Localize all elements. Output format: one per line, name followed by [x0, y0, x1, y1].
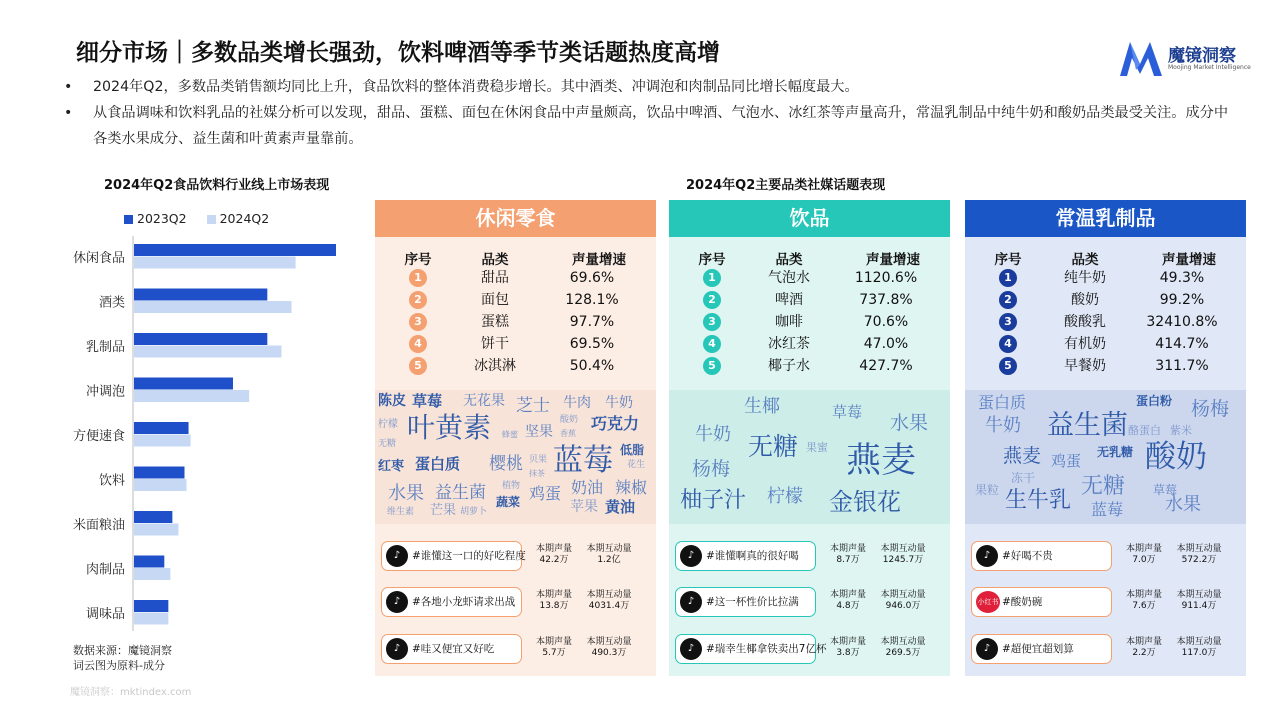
- bar-2024Q2: [134, 390, 249, 402]
- stat-label: 本期声量: [1125, 590, 1162, 600]
- table-row: [669, 334, 950, 356]
- cloud-word: 水果: [388, 483, 424, 504]
- legend-item-2024: [207, 211, 270, 226]
- category-label: 乳制品: [85, 340, 125, 355]
- cloud-word: 抹茶: [529, 469, 545, 478]
- cloud-word: 益生菌: [435, 483, 486, 503]
- logo-m-icon: [1118, 38, 1164, 78]
- table-header: 声量增速: [1162, 252, 1216, 268]
- post-tag[interactable]: [675, 634, 827, 664]
- cloud-word: 红枣: [378, 459, 405, 474]
- rank-badge: 5: [703, 357, 721, 375]
- cloud-word: 鸡蛋: [1051, 452, 1082, 470]
- table-row: [669, 290, 950, 312]
- cloud-word: 蓝莓: [1091, 500, 1124, 519]
- category-label: 冲调泡: [85, 384, 125, 400]
- panel-drink: [669, 200, 950, 676]
- douyin-icon: ♪: [386, 638, 408, 660]
- stat-value: 946.0万: [885, 601, 921, 611]
- cloud-word: 蛋白粉: [1136, 394, 1173, 408]
- category-cell: 啤酒: [775, 292, 803, 308]
- category-cell: 饼干: [481, 336, 509, 352]
- stat-label: 本期声量: [535, 544, 572, 554]
- bar-2023Q2: [134, 511, 172, 523]
- stat-interaction: [1171, 637, 1227, 659]
- cloud-word: 蛋白质: [415, 455, 461, 473]
- stat-label: 本期声量: [1125, 544, 1162, 554]
- cloud-word: 酸奶: [1145, 439, 1207, 475]
- cloud-word: 牛奶: [695, 424, 731, 445]
- douyin-icon: ♪: [680, 591, 702, 613]
- post-hashtag: #酸奶碗: [1002, 596, 1043, 608]
- table-header: 品类: [481, 252, 509, 268]
- bar-2024Q2: [134, 435, 191, 447]
- douyin-icon: ♪: [386, 545, 408, 567]
- stat-interaction: [875, 637, 931, 659]
- post-hashtag: #谁懂啊真的很好喝: [706, 550, 799, 562]
- bullet-mark: •: [64, 79, 73, 95]
- stat-label: 本期互动量: [1176, 637, 1222, 647]
- stat-value: 269.5万: [885, 648, 921, 658]
- cloud-word: 蛋白质: [978, 393, 1027, 412]
- growth-cell: 1120.6%: [854, 270, 918, 286]
- growth-cell: 50.4%: [569, 358, 615, 374]
- rank-badge: 3: [703, 313, 721, 331]
- stat-label: 本期互动量: [1176, 544, 1222, 554]
- post-tag[interactable]: [971, 634, 1112, 664]
- bar-chart-svg: [60, 236, 360, 636]
- stat-label: 本期声量: [829, 544, 866, 554]
- post-hashtag: #各地小龙虾请求出战: [412, 596, 516, 608]
- panel-header: 饮品: [669, 200, 950, 237]
- logo-name: 魔镜洞察: [1168, 46, 1236, 66]
- bar-2024Q2: [134, 346, 281, 358]
- rank-badge: 2: [409, 291, 427, 309]
- cloud-word: 奶油: [571, 478, 604, 497]
- table-row: [965, 356, 1246, 378]
- cloud-word: 低脂: [620, 443, 645, 457]
- post-hashtag: #瑞幸生椰拿铁卖出7亿杯: [706, 643, 827, 655]
- stat-volume: [1121, 637, 1167, 659]
- table-header: 品类: [1071, 252, 1099, 268]
- stat-label: 本期互动量: [1176, 590, 1222, 600]
- growth-cell: 311.7%: [1155, 358, 1209, 374]
- category-cell: 椰子水: [768, 358, 810, 374]
- source-line: 词云图为原料-成分: [73, 659, 165, 672]
- table-row: [375, 290, 656, 312]
- bar-2023Q2: [134, 467, 185, 479]
- cloud-word: 辣椒: [615, 478, 648, 497]
- cloud-word: 柚子汁: [680, 488, 747, 513]
- right-section-title: 2024年Q2主要品类社媒话题表现: [686, 178, 886, 193]
- ranking-table: [669, 237, 950, 390]
- table-row: [375, 356, 656, 378]
- post-hashtag: #谁懂这一口的好吃程度: [412, 550, 526, 562]
- cloud-word: 生牛乳: [1005, 488, 1072, 513]
- stat-value: 3.8万: [836, 648, 860, 658]
- cloud-word: 牛肉: [563, 395, 591, 411]
- table-row: [375, 268, 656, 290]
- stat-interaction: [875, 544, 931, 566]
- cloud-word: 金银花: [829, 488, 901, 516]
- table-header: 声量增速: [572, 252, 626, 268]
- category-label: 米面粮油: [72, 518, 125, 533]
- rank-badge: 1: [703, 269, 721, 287]
- panel-header: 休闲零食: [375, 200, 656, 237]
- rank-badge: 4: [703, 335, 721, 353]
- growth-cell: 49.3%: [1159, 270, 1205, 286]
- rank-badge: 3: [409, 313, 427, 331]
- stat-label: 本期声量: [535, 590, 572, 600]
- brand-logo: [1118, 38, 1251, 78]
- cloud-word: 冻干: [1011, 471, 1036, 485]
- douyin-icon: ♪: [976, 638, 998, 660]
- logo-subtitle: Moojing Market Intelligence: [1168, 64, 1251, 71]
- cloud-word: 水果: [1165, 494, 1201, 515]
- cloud-word: 牛奶: [605, 395, 633, 411]
- rank-badge: 1: [409, 269, 427, 287]
- bar-2023Q2: [134, 378, 233, 390]
- table-row: [669, 356, 950, 378]
- cloud-word: 酸奶: [560, 415, 579, 425]
- stat-volume: [825, 590, 871, 612]
- category-cell: 酸奶: [1071, 292, 1099, 308]
- stat-label: 本期互动量: [880, 544, 926, 554]
- stat-volume: [825, 637, 871, 659]
- growth-cell: 32410.8%: [1146, 314, 1218, 330]
- post-tag[interactable]: [971, 587, 1112, 617]
- source-line: 数据来源：魔镜洞察: [73, 644, 172, 657]
- cloud-word: 酪蛋白: [1128, 424, 1161, 437]
- stat-interaction: [1171, 544, 1227, 566]
- stat-volume: [531, 590, 577, 612]
- category-cell: 气泡水: [768, 270, 810, 286]
- growth-cell: 427.7%: [859, 358, 913, 374]
- growth-cell: 70.6%: [863, 314, 909, 330]
- douyin-icon: ♪: [680, 545, 702, 567]
- cloud-word: 燕麦: [846, 441, 917, 481]
- bar-2024Q2: [134, 301, 292, 313]
- bar-2023Q2: [134, 289, 267, 301]
- category-label: 休闲食品: [72, 251, 125, 266]
- category-cell: 纯牛奶: [1064, 270, 1106, 286]
- bar-2024Q2: [134, 568, 170, 580]
- bar-2023Q2: [134, 244, 336, 256]
- word-cloud: [965, 390, 1246, 524]
- hot-posts: [965, 524, 1246, 676]
- bullet-item: [64, 74, 1234, 100]
- stat-label: 本期声量: [1125, 637, 1162, 647]
- cloud-word: 牛奶: [985, 415, 1021, 436]
- cloud-word: 柠檬: [767, 486, 803, 507]
- cloud-word: 贝果: [529, 455, 548, 465]
- cloud-word: 植物: [502, 481, 521, 491]
- legend-swatch: [207, 215, 216, 224]
- bar-2024Q2: [134, 613, 168, 625]
- cloud-word: 燕麦: [1003, 445, 1042, 467]
- summary-bullets: [64, 74, 1234, 152]
- category-label: 方便速食: [72, 429, 125, 444]
- table-row: [965, 290, 1246, 312]
- growth-cell: 737.8%: [859, 292, 913, 308]
- cloud-word: 杨梅: [1191, 398, 1230, 420]
- category-label: 饮料: [98, 473, 125, 489]
- category-cell: 酸酸乳: [1064, 314, 1106, 330]
- table-header: 声量增速: [866, 252, 920, 268]
- stat-value: 4.8万: [836, 601, 860, 611]
- growth-cell: 128.1%: [565, 292, 619, 308]
- cloud-word: 果蜜: [806, 441, 828, 454]
- rank-badge: 3: [999, 313, 1017, 331]
- rank-badge: 2: [999, 291, 1017, 309]
- category-cell: 甜品: [481, 270, 509, 286]
- douyin-icon: ♪: [680, 638, 702, 660]
- panel-header: 常温乳制品: [965, 200, 1246, 237]
- stat-label: 本期声量: [829, 590, 866, 600]
- stat-value: 117.0万: [1181, 648, 1217, 658]
- growth-cell: 99.2%: [1159, 292, 1205, 308]
- stat-label: 本期互动量: [880, 590, 926, 600]
- stat-label: 本期互动量: [586, 544, 632, 554]
- rank-badge: 4: [409, 335, 427, 353]
- cloud-word: 杨梅: [692, 458, 731, 480]
- bullet-mark: •: [64, 105, 73, 121]
- bar-2024Q2: [134, 479, 187, 491]
- post-hashtag: #超便宜超划算: [1002, 643, 1074, 655]
- table-header: 序号: [698, 252, 726, 268]
- stat-label: 本期互动量: [586, 590, 632, 600]
- post-hashtag: #哇又便宜又好吃: [412, 643, 495, 655]
- stat-volume: [1121, 544, 1167, 566]
- cloud-word: 紫米: [1170, 424, 1192, 437]
- stat-label: 本期声量: [535, 637, 572, 647]
- stat-value: 42.2万: [539, 555, 569, 565]
- cloud-word: 樱桃: [489, 454, 523, 474]
- category-label: 酒类: [98, 295, 125, 311]
- ranking-table: [965, 237, 1246, 390]
- post-tag[interactable]: [675, 587, 816, 617]
- category-cell: 有机奶: [1064, 336, 1106, 352]
- rank-badge: 1: [999, 269, 1017, 287]
- hot-posts: [669, 524, 950, 676]
- category-cell: 冰红茶: [768, 336, 810, 352]
- category-label: 肉制品: [85, 562, 125, 578]
- table-row: [669, 268, 950, 290]
- cloud-word: 草莓: [412, 392, 443, 410]
- stat-value: 8.7万: [836, 555, 860, 565]
- xiaohongshu-icon: 小红书: [976, 591, 1000, 613]
- legend-label: 2024Q2: [219, 211, 270, 226]
- stat-value: 911.4万: [1181, 601, 1217, 611]
- rank-badge: 5: [409, 357, 427, 375]
- post-tag[interactable]: [675, 541, 816, 571]
- legend-swatch: [124, 215, 133, 224]
- cloud-word: 水果: [890, 412, 929, 434]
- word-cloud: [669, 390, 950, 524]
- stat-volume: [531, 637, 577, 659]
- post-tag[interactable]: [971, 541, 1112, 571]
- cloud-word: 坚果: [525, 424, 553, 440]
- cloud-word: 无花果: [463, 393, 505, 409]
- table-row: [375, 334, 656, 356]
- category-cell: 面包: [481, 292, 509, 308]
- table-row: [375, 312, 656, 334]
- bar-2024Q2: [134, 524, 178, 536]
- table-row: [965, 312, 1246, 334]
- cloud-word: 无糖: [1081, 474, 1126, 499]
- cloud-word: 叶黄素: [407, 411, 492, 444]
- panel-dairy: [965, 200, 1246, 676]
- category-cell: 冰淇淋: [474, 358, 516, 374]
- rank-badge: 5: [999, 357, 1017, 375]
- category-cell: 咖啡: [775, 314, 803, 330]
- category-cell: 蛋糕: [481, 314, 509, 330]
- stat-value: 4031.4万: [588, 601, 630, 611]
- bar-2023Q2: [134, 333, 267, 345]
- market-bar-chart: [60, 236, 360, 636]
- stat-interaction: [581, 637, 637, 659]
- post-hashtag: #好喝不贵: [1002, 550, 1053, 562]
- ranking-table: [375, 237, 656, 390]
- growth-cell: 414.7%: [1155, 336, 1209, 352]
- cloud-word: 蜂蜜: [502, 430, 518, 439]
- stat-label: 本期互动量: [880, 637, 926, 647]
- cloud-word: 草莓: [832, 403, 863, 421]
- post-tag[interactable]: [381, 634, 522, 664]
- cloud-word: 益生菌: [1047, 410, 1128, 441]
- douyin-icon: ♪: [386, 591, 408, 613]
- table-row: [965, 334, 1246, 356]
- cloud-word: 陈皮: [378, 393, 406, 409]
- cloud-word: 胡萝卜: [460, 507, 488, 517]
- stat-value: 1245.7万: [882, 555, 924, 565]
- word-cloud: [375, 390, 656, 524]
- cloud-word: 蔬菜: [496, 495, 521, 509]
- bar-2023Q2: [134, 600, 168, 612]
- post-tag[interactable]: [381, 541, 526, 571]
- legend-item-2023: [124, 211, 187, 226]
- growth-cell: 47.0%: [863, 336, 909, 352]
- stat-value: 2.2万: [1132, 648, 1156, 658]
- cloud-word: 维生素: [387, 507, 415, 517]
- stat-interaction: [875, 590, 931, 612]
- rank-badge: 2: [703, 291, 721, 309]
- stat-volume: [531, 544, 577, 566]
- rank-badge: 4: [999, 335, 1017, 353]
- cloud-word: 香蕉: [560, 429, 576, 438]
- bar-2023Q2: [134, 556, 164, 568]
- cloud-word: 草莓: [1153, 483, 1178, 497]
- table-header: 品类: [775, 252, 803, 268]
- stat-volume: [825, 544, 871, 566]
- cloud-word: 蓝莓: [553, 443, 613, 478]
- cloud-word: 无糖: [378, 439, 397, 449]
- stat-value: 490.3万: [591, 648, 627, 658]
- data-source: [73, 643, 172, 673]
- cloud-word: 芝士: [516, 396, 550, 416]
- douyin-icon: ♪: [976, 545, 998, 567]
- cloud-word: 苹果: [570, 499, 598, 515]
- growth-cell: 97.7%: [569, 314, 615, 330]
- category-cell: 早餐奶: [1064, 358, 1106, 374]
- bullet-item: [64, 100, 1234, 152]
- growth-cell: 69.5%: [569, 336, 615, 352]
- post-hashtag: #这一杯性价比拉满: [706, 596, 799, 608]
- stat-label: 本期声量: [829, 637, 866, 647]
- footer-watermark: 魔镜洞察：mktindex.com: [70, 687, 192, 698]
- cloud-word: 果粒: [975, 483, 1000, 497]
- stat-value: 572.2万: [1181, 555, 1217, 565]
- stat-value: 13.8万: [539, 601, 569, 611]
- stat-interaction: [581, 544, 637, 566]
- stat-value: 5.7万: [542, 648, 566, 658]
- hot-posts: [375, 524, 656, 676]
- cloud-word: 鸡蛋: [529, 484, 562, 503]
- panel-snack: [375, 200, 656, 676]
- chart-legend: [124, 210, 285, 226]
- cloud-word: 无糖: [748, 432, 799, 461]
- stat-value: 1.2亿: [597, 555, 621, 565]
- stat-label: 本期互动量: [586, 637, 632, 647]
- stat-interaction: [581, 590, 637, 612]
- cloud-word: 无乳糖: [1097, 445, 1134, 459]
- table-header: 序号: [994, 252, 1022, 268]
- bullet-text: 从食品调味和饮料乳品的社媒分析可以发现，甜品、蛋糕、面包在休闲食品中声量颇高，饮品中啤酒、气泡水、冰红茶等声量高升，常温乳制品中纯牛奶和酸奶品类最受关注。成分中各类水果成分、益生菌和叶黄素声量靠前。: [93, 105, 1229, 147]
- cloud-word: 花生: [627, 460, 646, 470]
- cloud-word: 巧克力: [591, 414, 640, 433]
- table-row: [669, 312, 950, 334]
- category-label: 调味品: [85, 607, 125, 622]
- cloud-word: 芒果: [430, 503, 457, 518]
- bullet-text: 2024年Q2，多数品类销售额均同比上升，食品饮料的整体消费稳步增长。其中酒类、冲调泡和肉制品同比增长幅度最大。: [93, 79, 859, 95]
- table-header: 序号: [404, 252, 432, 268]
- table-row: [965, 268, 1246, 290]
- legend-label: 2023Q2: [137, 211, 187, 226]
- page-title: 细分市场｜多数品类增长强劲，饮料啤酒等季节类话题热度高增: [76, 40, 720, 66]
- bar-2024Q2: [134, 257, 296, 269]
- stat-value: 7.6万: [1132, 601, 1156, 611]
- post-tag[interactable]: [381, 587, 522, 617]
- left-chart-title: 2024年Q2食品饮料行业线上市场表现: [104, 178, 330, 193]
- stat-interaction: [1171, 590, 1227, 612]
- cloud-word: 生椰: [744, 396, 780, 417]
- bar-2023Q2: [134, 422, 189, 434]
- stat-value: 7.0万: [1132, 555, 1156, 565]
- cloud-word: 柠檬: [378, 419, 398, 430]
- stat-volume: [1121, 590, 1167, 612]
- cloud-word: 黄油: [605, 498, 636, 516]
- growth-cell: 69.6%: [569, 270, 615, 286]
